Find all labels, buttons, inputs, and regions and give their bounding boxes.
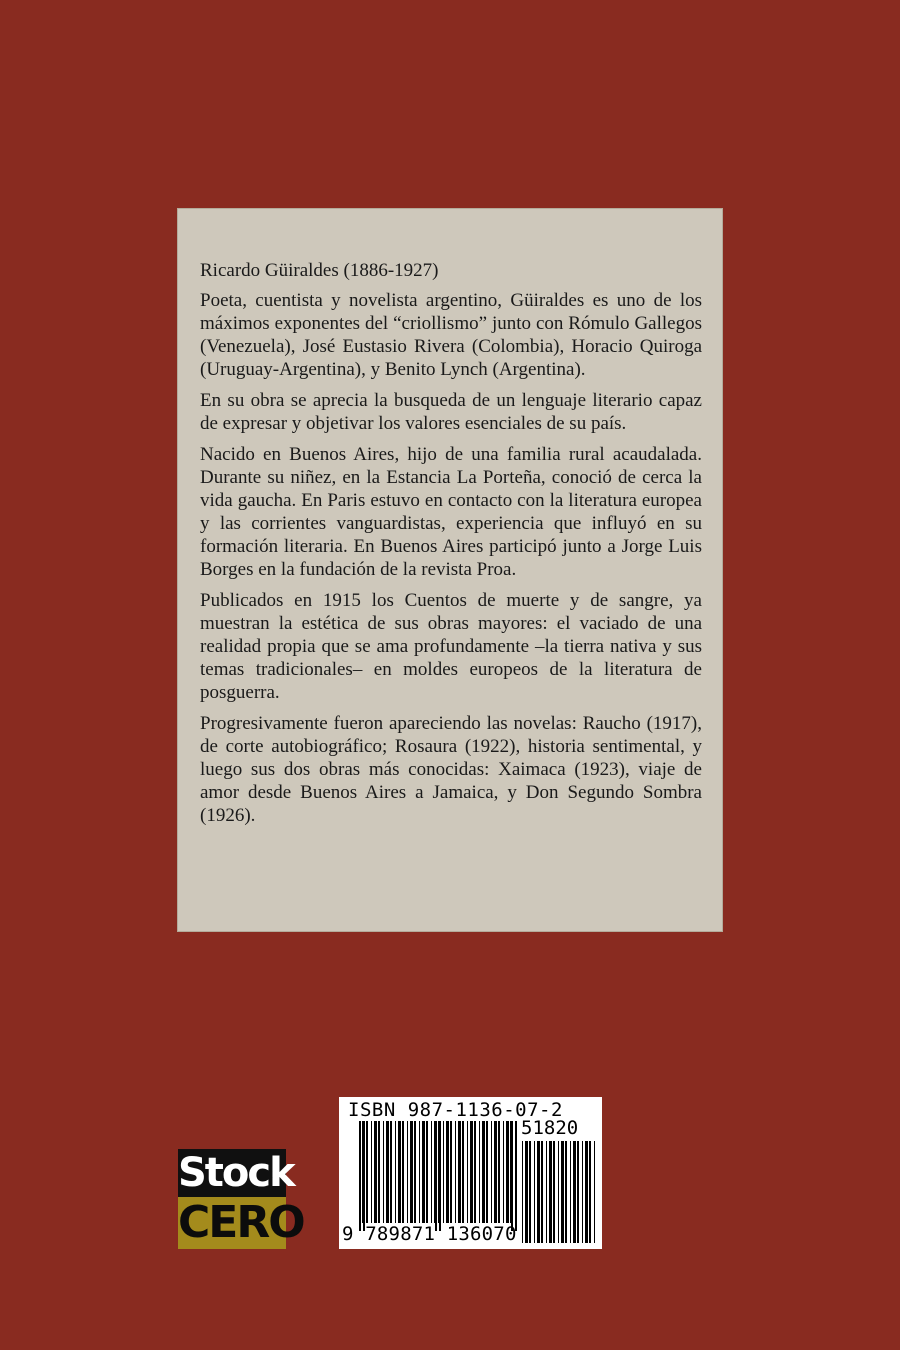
barcode-ean-digits: 9 789871 136070 bbox=[342, 1223, 517, 1245]
barcode-bar bbox=[534, 1141, 535, 1243]
barcode-bar bbox=[470, 1121, 473, 1223]
barcode-bar bbox=[431, 1121, 432, 1223]
barcode-bar bbox=[410, 1121, 413, 1223]
barcode-bar bbox=[366, 1121, 368, 1223]
bio-paragraph: Poeta, cuentista y novelista argentino, Güiraldes es uno de los máximos exponentes del “criollismo” junto con Rómulo Gallegos (Venezuela), José Eustasio Rivera (Colombia), Horacio Quiroga (Uruguay-Argentina), y Benito Lynch (Argentina). bbox=[200, 290, 702, 381]
isbn-label: ISBN 987-1136-07-2 bbox=[348, 1099, 563, 1121]
barcode-bar bbox=[553, 1141, 555, 1243]
barcode-bar bbox=[522, 1141, 523, 1243]
barcode-bar bbox=[450, 1121, 452, 1223]
barcode-bar bbox=[573, 1141, 576, 1243]
barcode-bar bbox=[455, 1121, 456, 1223]
barcode-bar bbox=[402, 1121, 404, 1223]
author-bio-panel bbox=[177, 208, 723, 932]
barcode-bar bbox=[577, 1141, 579, 1243]
barcode-bar bbox=[529, 1141, 531, 1243]
bio-paragraph: Publicados en 1915 los Cuentos de muerte y de sangre, ya muestran la estética de sus obras mayores: el vaciado de una realidad propia que se ama profundamente –la tierra nativa y sus temas tradicionales– en moldes europeos de la literatura de posguerra. bbox=[200, 589, 702, 704]
barcode-bar bbox=[537, 1141, 540, 1243]
barcode-bar bbox=[585, 1141, 588, 1243]
barcode-bar bbox=[390, 1121, 392, 1223]
barcode-bar bbox=[458, 1121, 461, 1223]
bio-paragraph: En su obra se aprecia la busqueda de un lenguaje literario capaz de expresar y objetivar los valores esenciales de su país. bbox=[200, 389, 702, 435]
publisher-logo bbox=[178, 1149, 304, 1249]
bio-paragraph: Nacido en Buenos Aires, hijo de una familia rural acaudalada. Durante su niñez, en la Estancia La Porteña, conoció de cerca la vida gaucha. En Paris estuvo en contacto con la literatura europea y las corrientes vanguardistas, experiencia que influyó en su formación literaria. En Buenos Aires participó junto a Jorge Luis Borges en la fundación de la revista Proa. bbox=[200, 443, 702, 581]
barcode-bar bbox=[426, 1121, 428, 1223]
barcode-bar bbox=[506, 1121, 509, 1223]
barcode-bar bbox=[386, 1121, 389, 1223]
barcode-bar bbox=[374, 1121, 377, 1223]
barcode-bar bbox=[419, 1121, 420, 1223]
barcode-bar bbox=[383, 1121, 384, 1223]
barcode-guard-bar bbox=[439, 1121, 441, 1231]
barcode-bar bbox=[371, 1121, 372, 1223]
barcode-bar bbox=[565, 1141, 567, 1243]
barcode-bar bbox=[462, 1121, 464, 1223]
barcode-bar bbox=[407, 1121, 408, 1223]
barcode-bar bbox=[398, 1121, 401, 1223]
barcode-bar bbox=[422, 1121, 425, 1223]
publisher-logo-line1: Stock bbox=[178, 1150, 294, 1196]
barcode-bar bbox=[546, 1141, 547, 1243]
barcode-bar bbox=[525, 1141, 528, 1243]
author-bio-text bbox=[200, 259, 702, 835]
barcode-bar bbox=[446, 1121, 449, 1223]
bio-paragraph: Progresivamente fueron apareciendo las novelas: Raucho (1917), de corte autobiográfico; Rosaura (1922), historia sentimental, y luego sus dos obras más conocidas: Xaimaca (1923), viaje de amor desde Buenos Aires a Jamaica, y Don Segundo Sombra (1926). bbox=[200, 712, 702, 827]
barcode-bar bbox=[570, 1141, 571, 1243]
barcode-bar bbox=[491, 1121, 492, 1223]
barcode-bar bbox=[503, 1121, 504, 1223]
author-name-heading: Ricardo Güiraldes (1886-1927) bbox=[200, 260, 439, 281]
barcode-bar bbox=[494, 1121, 497, 1223]
barcode-bar bbox=[594, 1141, 595, 1243]
barcode-bar bbox=[414, 1121, 416, 1223]
barcode-bar bbox=[378, 1121, 380, 1223]
barcode-bar bbox=[486, 1121, 488, 1223]
barcode-bar bbox=[479, 1121, 480, 1223]
barcode-bar bbox=[561, 1141, 564, 1243]
barcode-bar bbox=[474, 1121, 476, 1223]
barcode-bar bbox=[541, 1141, 543, 1243]
barcode-addon-digits: 51820 bbox=[521, 1117, 579, 1139]
barcode-guard-bar bbox=[435, 1121, 437, 1231]
barcode-guard-bar bbox=[363, 1121, 365, 1231]
barcode-bar bbox=[558, 1141, 559, 1243]
barcode-bar bbox=[443, 1121, 444, 1223]
publisher-logo-line2: CERO bbox=[178, 1197, 304, 1248]
barcode-guard-bar bbox=[359, 1121, 361, 1231]
barcode-bar bbox=[582, 1141, 583, 1243]
barcode-bar bbox=[549, 1141, 552, 1243]
barcode-bar bbox=[467, 1121, 468, 1223]
barcode-bar bbox=[589, 1141, 591, 1243]
barcode-guard-bar bbox=[515, 1121, 517, 1231]
barcode-bar bbox=[482, 1121, 485, 1223]
barcode-guard-bar bbox=[511, 1121, 513, 1231]
barcode-bar bbox=[395, 1121, 396, 1223]
barcode-bar bbox=[498, 1121, 500, 1223]
isbn-barcode bbox=[339, 1097, 602, 1249]
